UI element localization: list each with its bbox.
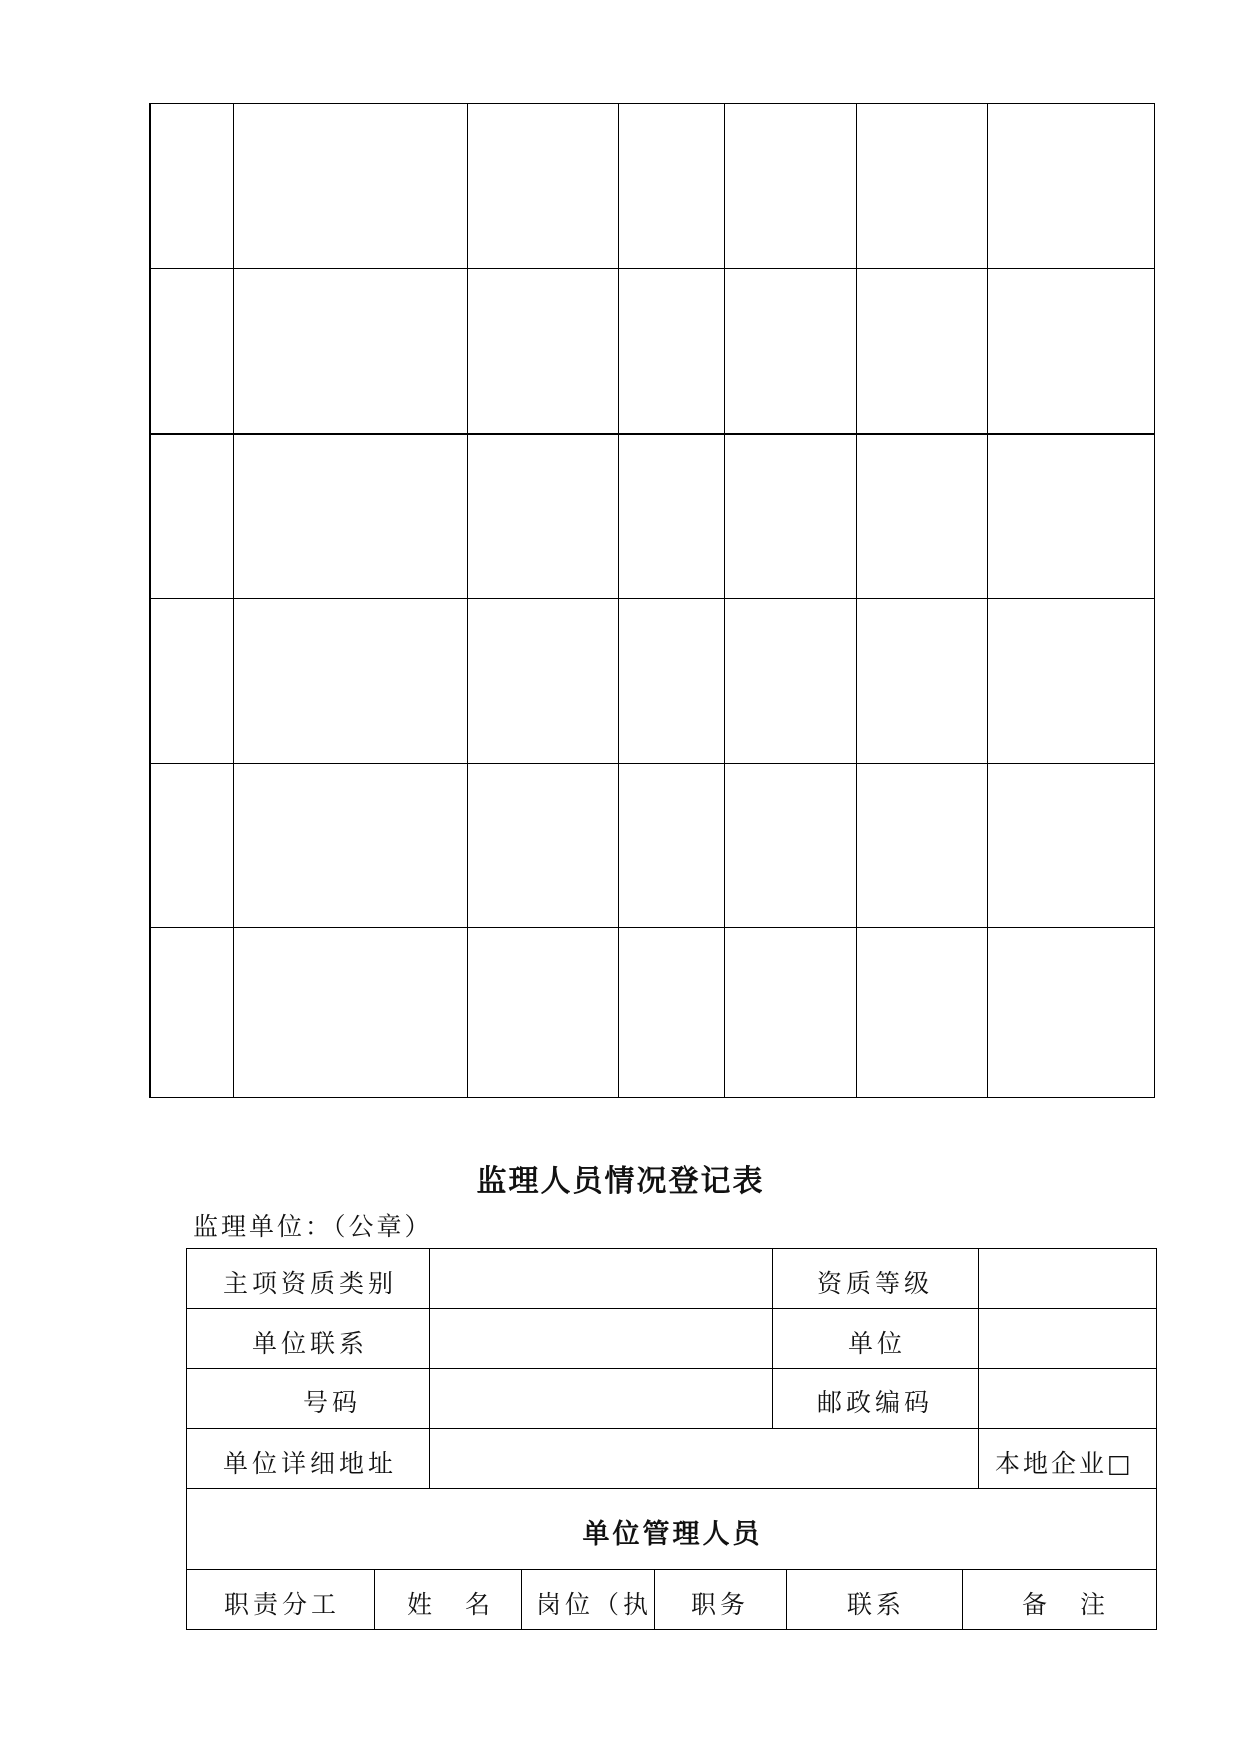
qualification-category-field[interactable] [430, 1249, 772, 1308]
form-title: 监理人员情况登记表 [476, 1164, 765, 1199]
qualification-level-label: 资质等级 [817, 1269, 934, 1298]
column-header-duty: 职责分工 [224, 1590, 341, 1619]
column-header-contact: 联系 [847, 1590, 906, 1619]
qualification-category-label: 主项资质类别 [223, 1269, 398, 1298]
unit-contact-field[interactable] [430, 1309, 772, 1368]
postal-code-field[interactable] [979, 1369, 1156, 1428]
local-enterprise-checkbox[interactable]: 本地企业□ [995, 1449, 1134, 1478]
unit-address-field[interactable] [430, 1429, 978, 1488]
unit-label: 单位 [848, 1329, 907, 1358]
management-section-heading: 单位管理人员 [582, 1519, 763, 1550]
column-header-remarks: 备 注 [1022, 1590, 1110, 1619]
unit-address-label: 单位详细地址 [223, 1449, 398, 1478]
unit-field[interactable] [979, 1309, 1156, 1368]
column-header-position: 岗位（执 [536, 1590, 653, 1619]
qualification-level-field[interactable] [979, 1249, 1156, 1308]
postal-code-label: 邮政编码 [817, 1388, 934, 1417]
phone-number-label: 号码 [303, 1388, 362, 1417]
supervision-unit-seal-line: 监理单位：（公章） [193, 1212, 433, 1241]
unit-contact-label: 单位联系 [252, 1329, 369, 1358]
phone-number-field[interactable] [430, 1369, 772, 1428]
column-header-title: 职务 [691, 1590, 750, 1619]
column-header-name: 姓 名 [407, 1590, 495, 1619]
